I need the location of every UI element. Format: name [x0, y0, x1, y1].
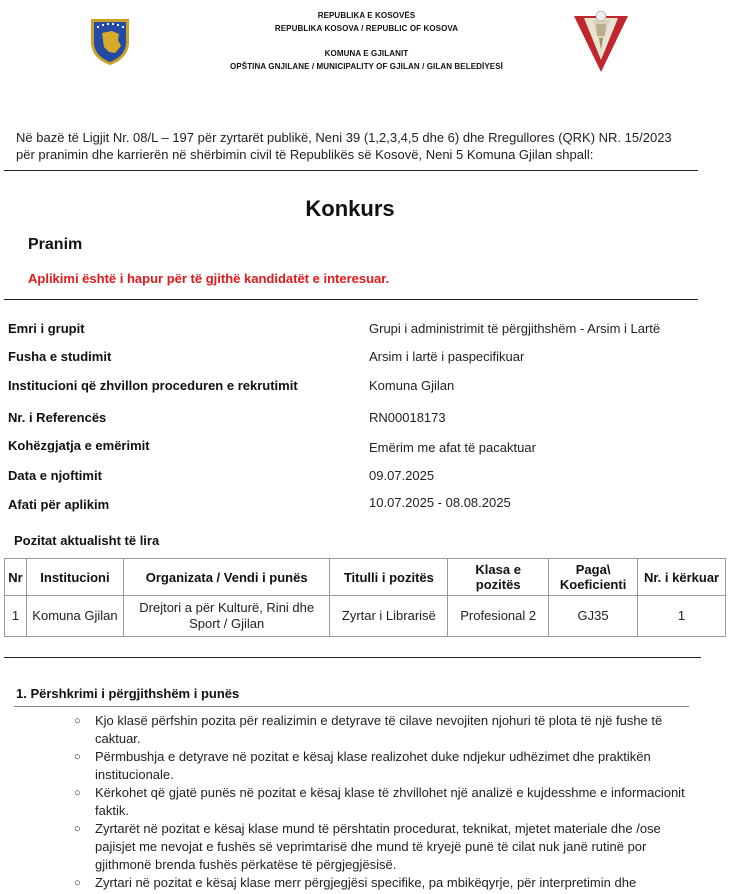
table-header: Nr — [5, 559, 27, 596]
table-header: Nr. i kërkuar — [638, 559, 726, 596]
table-cell: Drejtori a për Kulturë, Rini dhe Sport / Gjilan — [123, 596, 330, 637]
info-value-deadline: 10.07.2025 - 08.08.2025 — [369, 495, 511, 510]
list-item — [74, 784, 695, 820]
info-label-reference: Nr. i Referencës — [8, 410, 107, 425]
bullet-icon: ○ — [74, 787, 81, 799]
intro-line-1: Në bazë të Ligjit Nr. 08/L – 197 për zyrtarët publikë, Neni 39 (1,2,3,4,5 dhe 6) dhe Rregullores (QRK) NR. 15/2023 — [16, 130, 672, 145]
table-cell: 1 — [5, 596, 27, 637]
info-value-reference: RN00018173 — [369, 410, 446, 425]
positions-table — [4, 558, 726, 637]
table-header: Titulli i pozitës — [330, 559, 448, 596]
table-header: Organizata / Vendi i punës — [123, 559, 330, 596]
table-cell: 1 — [638, 596, 726, 637]
bullet-icon: ○ — [74, 751, 81, 763]
bullet-icon: ○ — [74, 715, 81, 727]
table-cell: GJ35 — [549, 596, 638, 637]
info-label-institution: Institucioni që zhvillon proceduren e rekrutimit — [8, 378, 298, 393]
description-list — [74, 712, 695, 892]
description-section-title: 1. Përshkrimi i përgjithshëm i punës — [16, 686, 240, 701]
application-notice: Aplikimi është i hapur për të gjithë kandidatët e interesuar. — [28, 271, 390, 286]
header-line-3: KOMUNA E GJILANIT — [324, 49, 409, 58]
table-header: Klasa e pozitës — [448, 559, 549, 596]
list-item — [74, 712, 695, 748]
divider — [4, 170, 698, 171]
info-value-notice-date: 09.07.2025 — [369, 468, 435, 483]
table-header: Paga\ Koeficienti — [549, 559, 638, 596]
divider — [4, 299, 698, 300]
info-value-institution: Komuna Gjilan — [369, 378, 455, 393]
info-value-group: Grupi i administrimit të përgjithshëm - Arsim i Lartë — [369, 321, 661, 336]
divider — [4, 657, 701, 658]
table-cell: Zyrtar i Librarisë — [330, 596, 448, 637]
bullet-icon: ○ — [74, 877, 81, 889]
list-item — [74, 874, 695, 892]
bullet-icon: ○ — [74, 823, 81, 835]
list-item-text: Përmbushja e detyrave në pozitat e kësaj klase realizohet duke ndjekur udhëzimet dhe praktikën institucionale. — [95, 749, 651, 782]
info-label-deadline: Afati për aplikim — [8, 497, 110, 512]
intro-line-2: për pranimin dhe karrierën në shërbimin civil të Republikës së Kosovë, Neni 5 Komuna Gjilan shpall: — [16, 147, 594, 162]
table-header: Institucioni — [26, 559, 123, 596]
header-line-2: REPUBLIKA KOSOVA / REPUBLIC OF KOSOVA — [274, 24, 459, 33]
table-cell: Komuna Gjilan — [26, 596, 123, 637]
list-item-text: Zyrtarët në pozitat e kësaj klase mund të përshtatin procedurat, teknikat, mjetet materiale dhe /ose pajisjet me nevojat e fushës së veprimtarisë dhe mund të kryejë punë të cilat nuk janë rutinë por gjithmonë brenda fushës përkatëse të përgjegjësisë. — [95, 821, 661, 872]
header-line-1: REPUBLIKA E KOSOVËS — [317, 11, 416, 20]
info-label-group: Emri i grupit — [8, 321, 85, 336]
header-line-4: OPŠTINA GNJILANE / MUNICIPALITY OF GJILAN / GILAN BELEDİYESİ — [230, 62, 503, 71]
table-cell: Profesional 2 — [448, 596, 549, 637]
positions-section-title: Pozitat aktualisht të lira — [14, 533, 160, 548]
list-item-text: Kjo klasë përfshin pozita për realizimin e detyrave të cilave nevojiten njohuri të plota të një fushe të caktuar. — [95, 713, 663, 746]
table-header-row — [5, 559, 726, 596]
info-label-field: Fusha e studimit — [8, 349, 112, 364]
divider — [14, 706, 689, 707]
legal-basis-intro — [16, 129, 706, 163]
table-row — [5, 596, 726, 637]
info-value-field: Arsim i lartë i paspecifikuar — [369, 349, 525, 364]
list-item-text: Zyrtari në pozitat e kësaj klase merr përgjegjësi specifike, pa mbikëqyrje, për interpretimin dhe — [95, 875, 637, 890]
list-item-text: Kërkohet që gjatë punës në pozitat e kësaj klase të zhvillohet një analizë e kujdesshme e informacionit faktik. — [95, 785, 685, 818]
info-value-duration: Emërim me afat të pacaktuar — [369, 440, 536, 455]
page-title: Konkurs — [305, 196, 395, 221]
info-label-notice-date: Data e njoftimit — [8, 468, 102, 483]
subtitle: Pranim — [28, 236, 83, 253]
list-item — [74, 820, 695, 874]
list-item — [74, 748, 695, 784]
info-label-duration: Kohëzgjatja e emërimit — [8, 438, 150, 453]
gjilan-municipality-emblem-icon — [572, 10, 630, 74]
